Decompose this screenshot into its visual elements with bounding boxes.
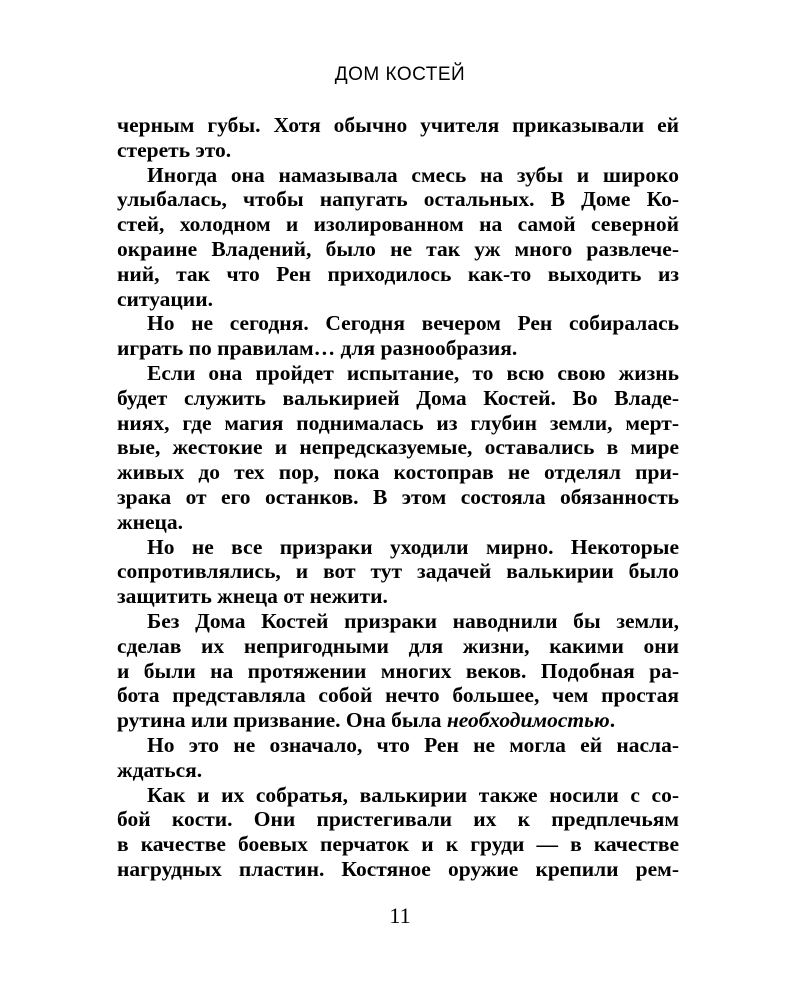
- text-line: жнеца.: [117, 509, 184, 534]
- text-line: улыбалась, чтобы напугать остальных. В Доме Ко-: [117, 187, 679, 212]
- text-line: играть по правилам… для разнообразия.: [117, 336, 518, 361]
- text-line: Если она пройдет испытание, то всю свою жизнь: [147, 360, 679, 385]
- text-line: [117, 708, 679, 733]
- text-line: Как и их собратья, валькирии также носили с со-: [147, 782, 679, 807]
- text-line: в качестве боевых перчаток и к груди — в качестве: [117, 832, 679, 857]
- body-text: [117, 113, 679, 882]
- text-line: Но не сегодня. Сегодня вечером Рен собиралась: [147, 311, 679, 336]
- text-line: Но не все призраки уходили мирно. Некоторые: [147, 534, 679, 559]
- text-line: стей, холодном и изолированном на самой северной: [117, 212, 679, 237]
- text-line: нагрудных пластин. Костяное оружие крепили рем-: [117, 856, 679, 881]
- text-line: бота представляла собой нечто большее, чем простая: [117, 683, 679, 708]
- text-line: окраине Владений, было не так уж много развлече-: [117, 236, 679, 261]
- text-line-end: .: [609, 708, 616, 733]
- text-line: ний, так что Рен приходилось как-то выходить из: [117, 261, 679, 286]
- text-line: Но это не означало, что Рен не могла ей насла-: [147, 732, 679, 757]
- text-line: вые, жестокие и непредсказуемые, оставались в мире: [117, 435, 679, 460]
- text-line: черным губы. Хотя обычно учителя приказывали ей: [117, 113, 679, 137]
- running-head: ДОМ КОСТЕЙ: [334, 64, 466, 85]
- text-line: Иногда она намазывала смесь на зубы и широко: [147, 162, 679, 187]
- emphasis-word: необходимостью: [446, 708, 610, 733]
- text-line: стереть это.: [117, 137, 232, 162]
- text-line: живых до тех пор, пока костоправ не отделял при-: [117, 460, 679, 485]
- text-line: ниях, где магия поднималась из глубин земли, мерт-: [117, 410, 679, 435]
- page-number: 11: [389, 903, 411, 928]
- text-line: бой кости. Они пристегивали их к предплечьям: [117, 807, 679, 832]
- text-line: сопротивлялись, и вот тут задачей валькирии было: [117, 559, 679, 584]
- text-line: ждаться.: [117, 757, 203, 782]
- text-line: ситуации.: [117, 286, 213, 311]
- text-line: Без Дома Костей призраки наводнили бы земли,: [147, 608, 679, 633]
- text-line: зрака от его останков. В этом состояла обязанность: [117, 484, 679, 509]
- text-line: будет служить валькирией Дома Костей. Во Владе-: [117, 385, 679, 410]
- text-line: сделав их непригодными для жизни, какими они: [117, 633, 679, 658]
- text-line: защитить жнеца от нежити.: [117, 584, 388, 609]
- text-line: и были на протяжении многих веков. Подобная ра-: [117, 658, 679, 683]
- text-line-start: рутина или призвание. Она была: [117, 708, 447, 733]
